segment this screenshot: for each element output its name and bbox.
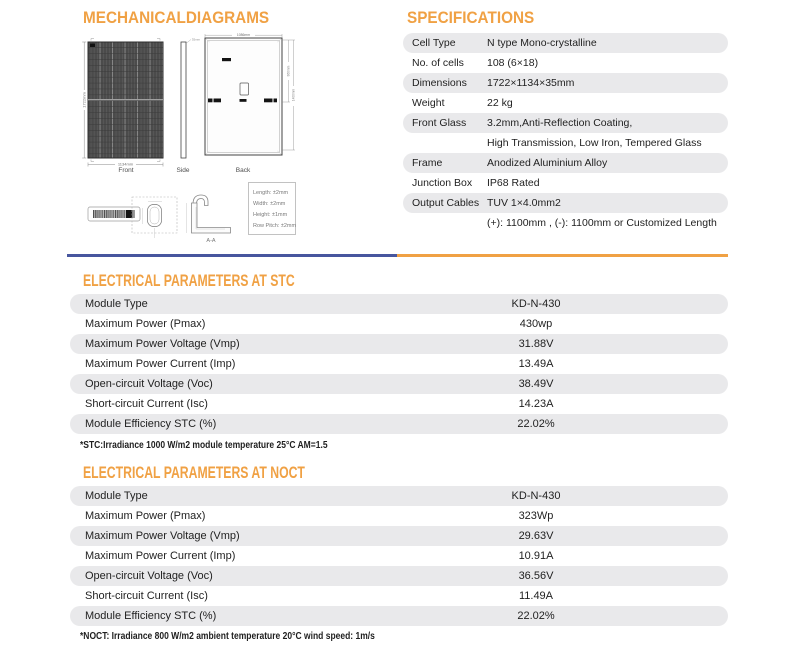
front-view-label: Front (118, 167, 134, 174)
noct-row-value: 10.91A (518, 550, 554, 562)
noct-row (70, 606, 728, 626)
noct-row (70, 546, 728, 566)
stc-row-value: 13.49A (518, 358, 554, 370)
stc-table (70, 294, 728, 434)
noct-row-value: KD-N-430 (511, 490, 561, 502)
noct-row-value: 36.56V (518, 570, 554, 582)
stc-footnote: *STC:Irradiance 1000 W/m2 module temperature 25°C AM=1.5 (80, 440, 328, 451)
spec-row-value: High Transmission, Low Iron, Tempered Glass (487, 137, 702, 149)
noct-row-label: Module Efficiency STC (%) (85, 610, 217, 622)
spec-row (403, 193, 728, 213)
spec-row-label: Frame (412, 157, 443, 169)
stc-row-value: 31.88V (518, 338, 554, 350)
spec-row-label: Front Glass (412, 117, 467, 129)
spec-row-value: 1722×1134×35mm (487, 77, 575, 89)
back-inner-dim: 860mm (286, 65, 291, 77)
tolerance-box (248, 182, 296, 235)
noct-row (70, 566, 728, 586)
stc-row-value: KD-N-430 (511, 298, 561, 310)
spec-row-label: Weight (412, 97, 445, 109)
spec-row-label: No. of cells (412, 57, 464, 69)
noct-row-label: Maximum Power Voltage (Vmp) (85, 530, 240, 542)
noct-footnote: *NOCT: Irradiance 800 W/m2 ambient temperature 20°C wind speed: 1m/s (80, 631, 375, 642)
spec-row-value: N type Mono-crystalline (487, 37, 597, 49)
spec-row (403, 173, 728, 193)
noct-row (70, 486, 728, 506)
spec-row (403, 93, 728, 113)
stc-row-label: Short-circuit Current (Isc) (85, 398, 208, 410)
noct-row-label: Maximum Power (Pmax) (85, 510, 206, 522)
back-outer-dim: 1400mm (291, 88, 296, 102)
side-view-diagram (181, 38, 201, 158)
stc-row-label: Maximum Power (Pmax) (85, 318, 206, 330)
back-width-dim: 1086mm (236, 33, 251, 38)
stc-row-label: Maximum Power Current (Imp) (85, 358, 236, 370)
noct-row-value: 29.63V (518, 530, 554, 542)
spec-row-label: Junction Box (412, 177, 473, 189)
spec-row-value: (+): 1100mm , (-): 1100mm or Customized Length (487, 217, 717, 229)
stc-row (70, 374, 728, 394)
spec-row-value: Anodized Aluminium Alloy (487, 157, 608, 169)
stc-row-value: 430wp (519, 318, 553, 330)
side-view-label: Side (176, 167, 190, 174)
mechanical-diagrams (78, 32, 308, 252)
spec-row (403, 213, 728, 233)
stc-row-label: Module Efficiency STC (%) (85, 418, 217, 430)
spec-row (403, 53, 728, 73)
stc-row (70, 394, 728, 414)
noct-row (70, 506, 728, 526)
stc-row-value: 14.23A (518, 398, 554, 410)
stc-row-label: Module Type (85, 298, 148, 310)
front-width-dim: 1134mm (117, 161, 134, 167)
divider-orange-segment (397, 254, 728, 257)
stc-row-value: 22.02% (517, 418, 555, 430)
noct-row (70, 526, 728, 546)
tolerance-line: Length: ±2mm (253, 190, 289, 196)
back-view-label: Back (235, 167, 251, 174)
divider-blue-segment (67, 254, 397, 257)
noct-row-value: 11.49A (518, 590, 554, 602)
tolerance-line: Width: ±2mm (253, 201, 286, 207)
back-view-diagram (205, 33, 296, 155)
mechanical-diagrams-title: MECHANICALDIAGRAMS (83, 8, 270, 27)
noct-row-label: Maximum Power Current (Imp) (85, 550, 236, 562)
noct-row-label: Module Type (85, 490, 148, 502)
spec-row-value: 3.2mm,Anti-Reflection Coating, (487, 117, 633, 129)
noct-row-value: 22.02% (517, 610, 555, 622)
front-view-diagram (82, 39, 163, 167)
section-aa-label: A-A (206, 238, 216, 244)
spec-row (403, 33, 728, 53)
stc-row (70, 414, 728, 434)
front-height-dim: 1722mm (81, 92, 87, 108)
noct-row-label: Short-circuit Current (Isc) (85, 590, 208, 602)
spec-row-value: IP68 Rated (487, 177, 540, 189)
stc-row-label: Maximum Power Voltage (Vmp) (85, 338, 240, 350)
noct-table (70, 486, 728, 626)
spec-row-label: Output Cables (412, 197, 480, 209)
noct-row-value: 323Wp (518, 510, 554, 522)
specifications-table (403, 33, 728, 233)
frame-section-diagram (187, 195, 231, 233)
stc-row (70, 294, 728, 314)
spec-row (403, 153, 728, 173)
stc-row-label: Open-circuit Voltage (Voc) (85, 378, 213, 390)
stc-row (70, 334, 728, 354)
stc-row-value: 38.49V (518, 378, 554, 390)
noct-section-title: ELECTRICAL PARAMETERS AT NOCT (83, 463, 305, 482)
spec-row (403, 133, 728, 153)
specifications-title: SPECIFICATIONS (407, 8, 535, 27)
spec-row (403, 113, 728, 133)
tolerance-line: Height: ±1mm (253, 212, 288, 218)
spec-row-value: 108 (6×18) (487, 57, 539, 69)
noct-row (70, 586, 728, 606)
side-thickness-dim: 35mm (191, 37, 201, 42)
spec-row-value: TUV 1×4.0mm2 (487, 197, 561, 209)
stc-row (70, 354, 728, 374)
spec-row-label: Dimensions (412, 77, 467, 89)
noct-row-label: Open-circuit Voltage (Voc) (85, 570, 213, 582)
spec-row-label: Cell Type (412, 37, 456, 49)
spec-row (403, 73, 728, 93)
stc-row (70, 314, 728, 334)
tolerance-line: Row Pitch: ±2mm (253, 223, 297, 229)
stc-section-title: ELECTRICAL PARAMETERS AT STC (83, 271, 295, 290)
spec-row-value: 22 kg (487, 97, 513, 109)
